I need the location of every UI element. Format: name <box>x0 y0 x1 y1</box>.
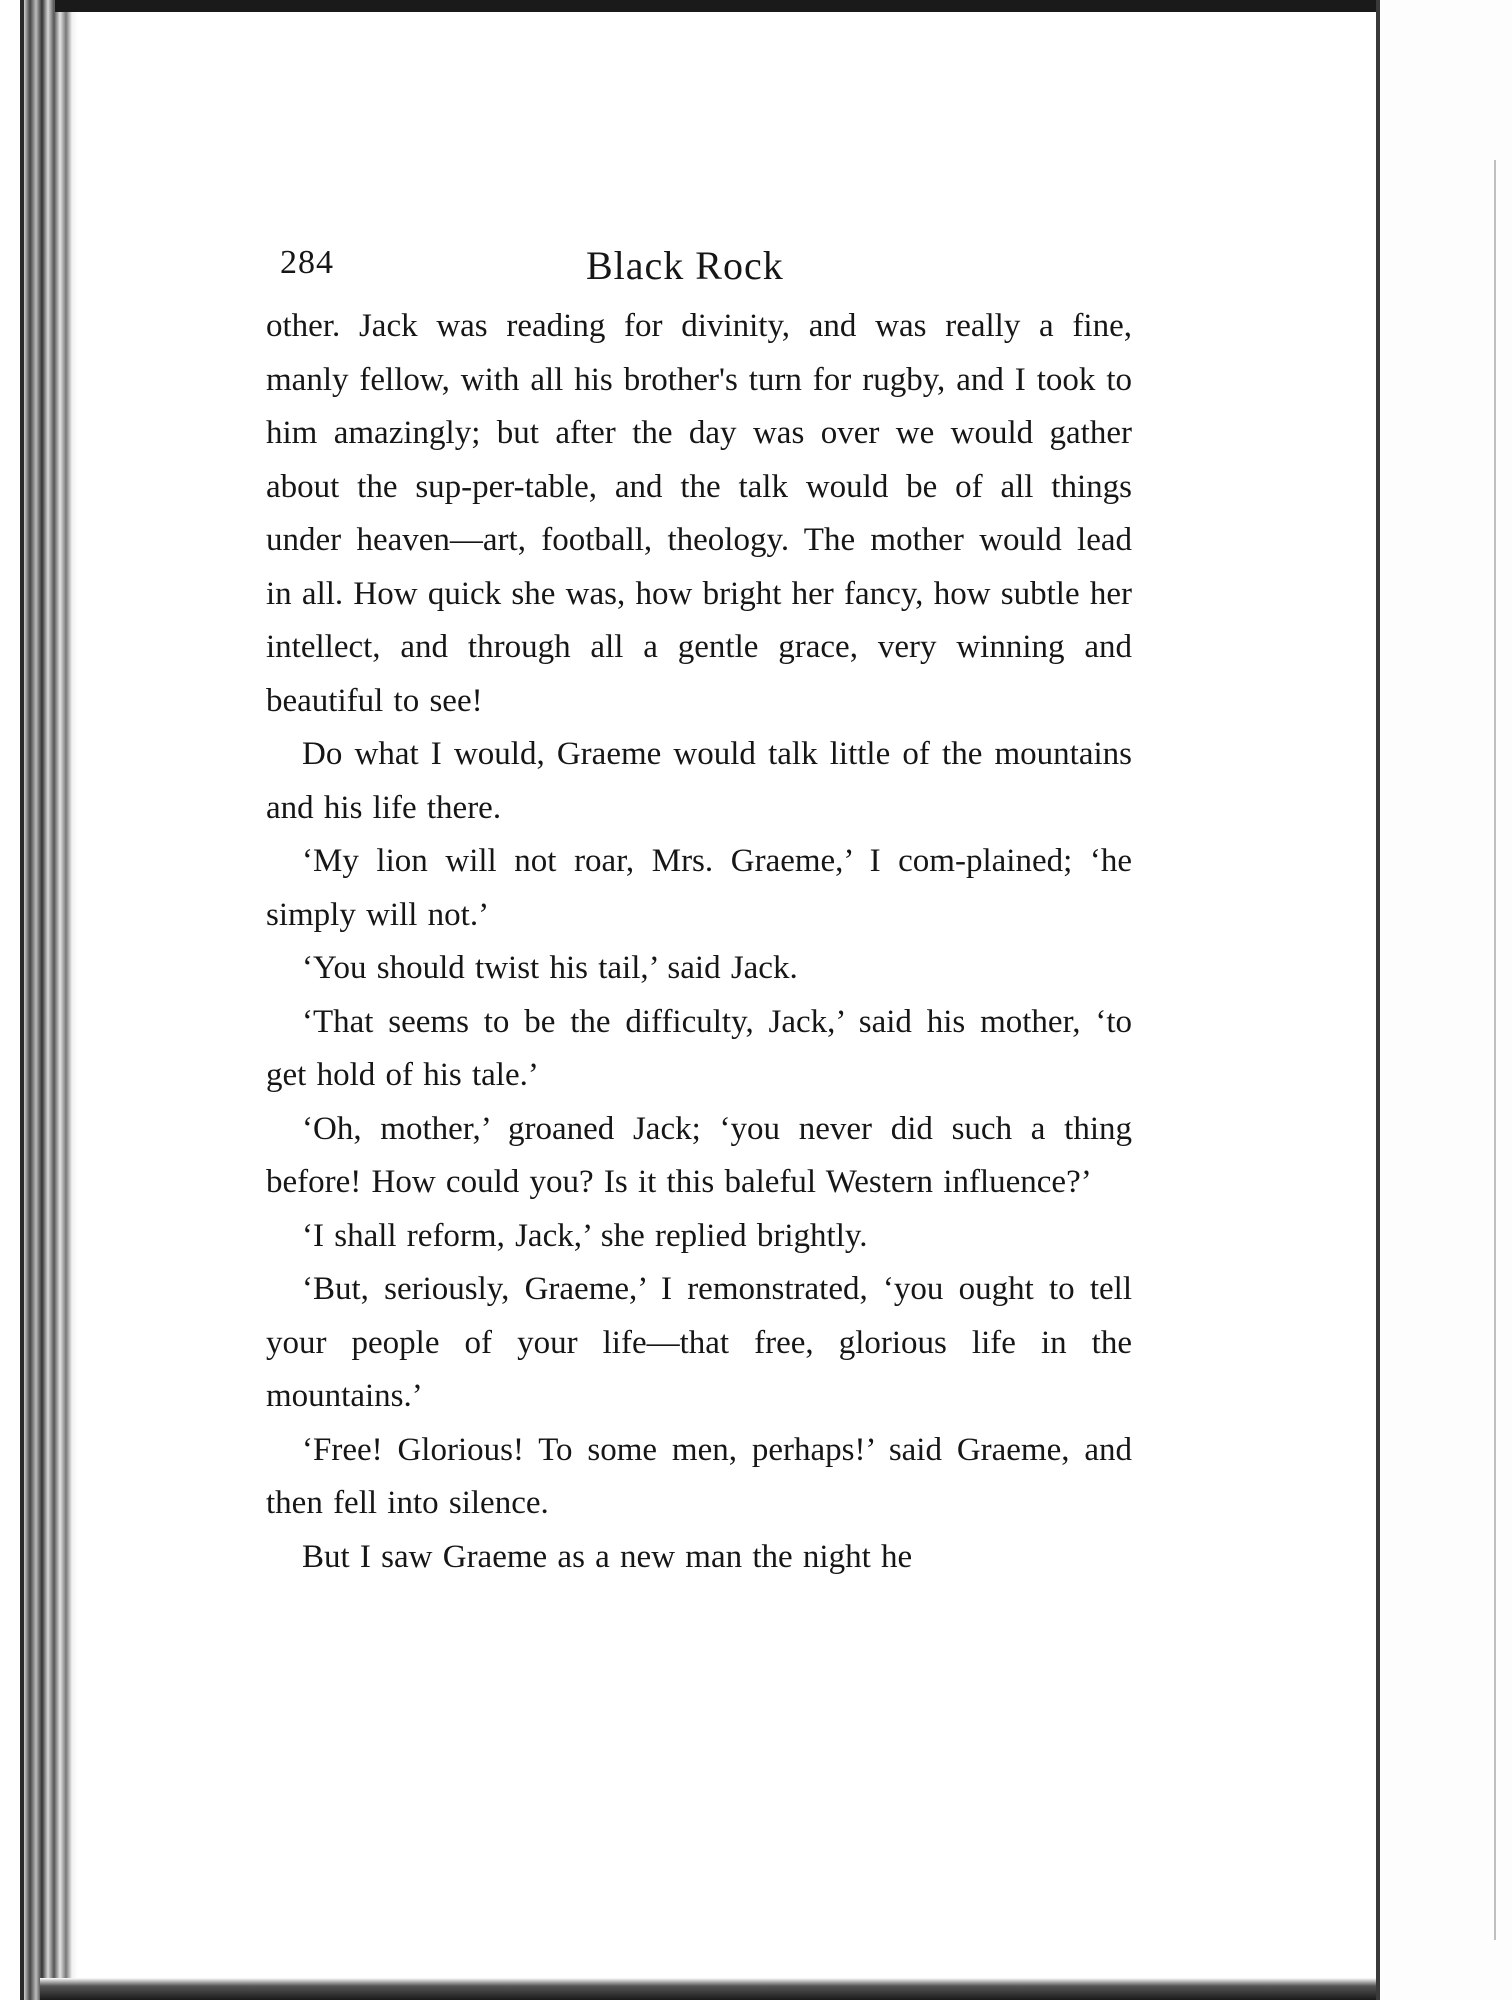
paragraph: ‘My lion will not roar, Mrs. Graeme,’ I com-plained; ‘he simply will not.’ <box>266 843 1132 933</box>
body-text <box>266 300 1132 1584</box>
paragraph: ‘I shall reform, Jack,’ she replied brightly. <box>302 1217 868 1254</box>
book-fore-edge-left <box>0 0 78 2000</box>
scan-border-bottom <box>40 1978 1512 2000</box>
facing-page-strip <box>1380 0 1512 2000</box>
paragraph: But I saw Graeme as a new man the night he <box>302 1538 913 1575</box>
scan-border-top <box>55 0 1512 12</box>
running-head <box>266 236 1132 300</box>
paragraph: other. Jack was reading for divinity, and was really a fine, manly fellow, with all his brother's turn for rugby, and I took to him amazingly; but after the day was over we would gather about the sup-per-table, and the talk would be of all things under heaven—art, football, theology. The mother would lead in all. How quick she was, how bright her fancy, how subtle her intellect, and through all a gentle grace, very winning and beautiful to see! <box>266 308 1132 719</box>
page-number: 284 <box>280 244 334 281</box>
paragraph: ‘Free! Glorious! To some men, perhaps!’ said Graeme, and then fell into silence. <box>266 1431 1132 1521</box>
paragraph: ‘You should twist his tail,’ said Jack. <box>302 950 798 986</box>
paragraph: ‘But, seriously, Graeme,’ I remonstrated, ‘you ought to tell your people of your life—that free, glorious life in the mountains.’ <box>266 1271 1132 1414</box>
facing-page-edge-line <box>1494 160 1496 1940</box>
paragraph: ‘Oh, mother,’ groaned Jack; ‘you never did such a thing before! How could you? Is it this baleful Western influence?’ <box>266 1110 1132 1200</box>
page-gutter-edge <box>1376 0 1380 2000</box>
book-page <box>266 236 1132 1584</box>
paragraph: Do what I would, Graeme would talk little of the mountains and his life there. <box>266 736 1132 826</box>
running-title: Black Rock <box>586 243 784 288</box>
paragraph: ‘That seems to be the difficulty, Jack,’ said his mother, ‘to get hold of his tale.’ <box>266 1003 1132 1093</box>
